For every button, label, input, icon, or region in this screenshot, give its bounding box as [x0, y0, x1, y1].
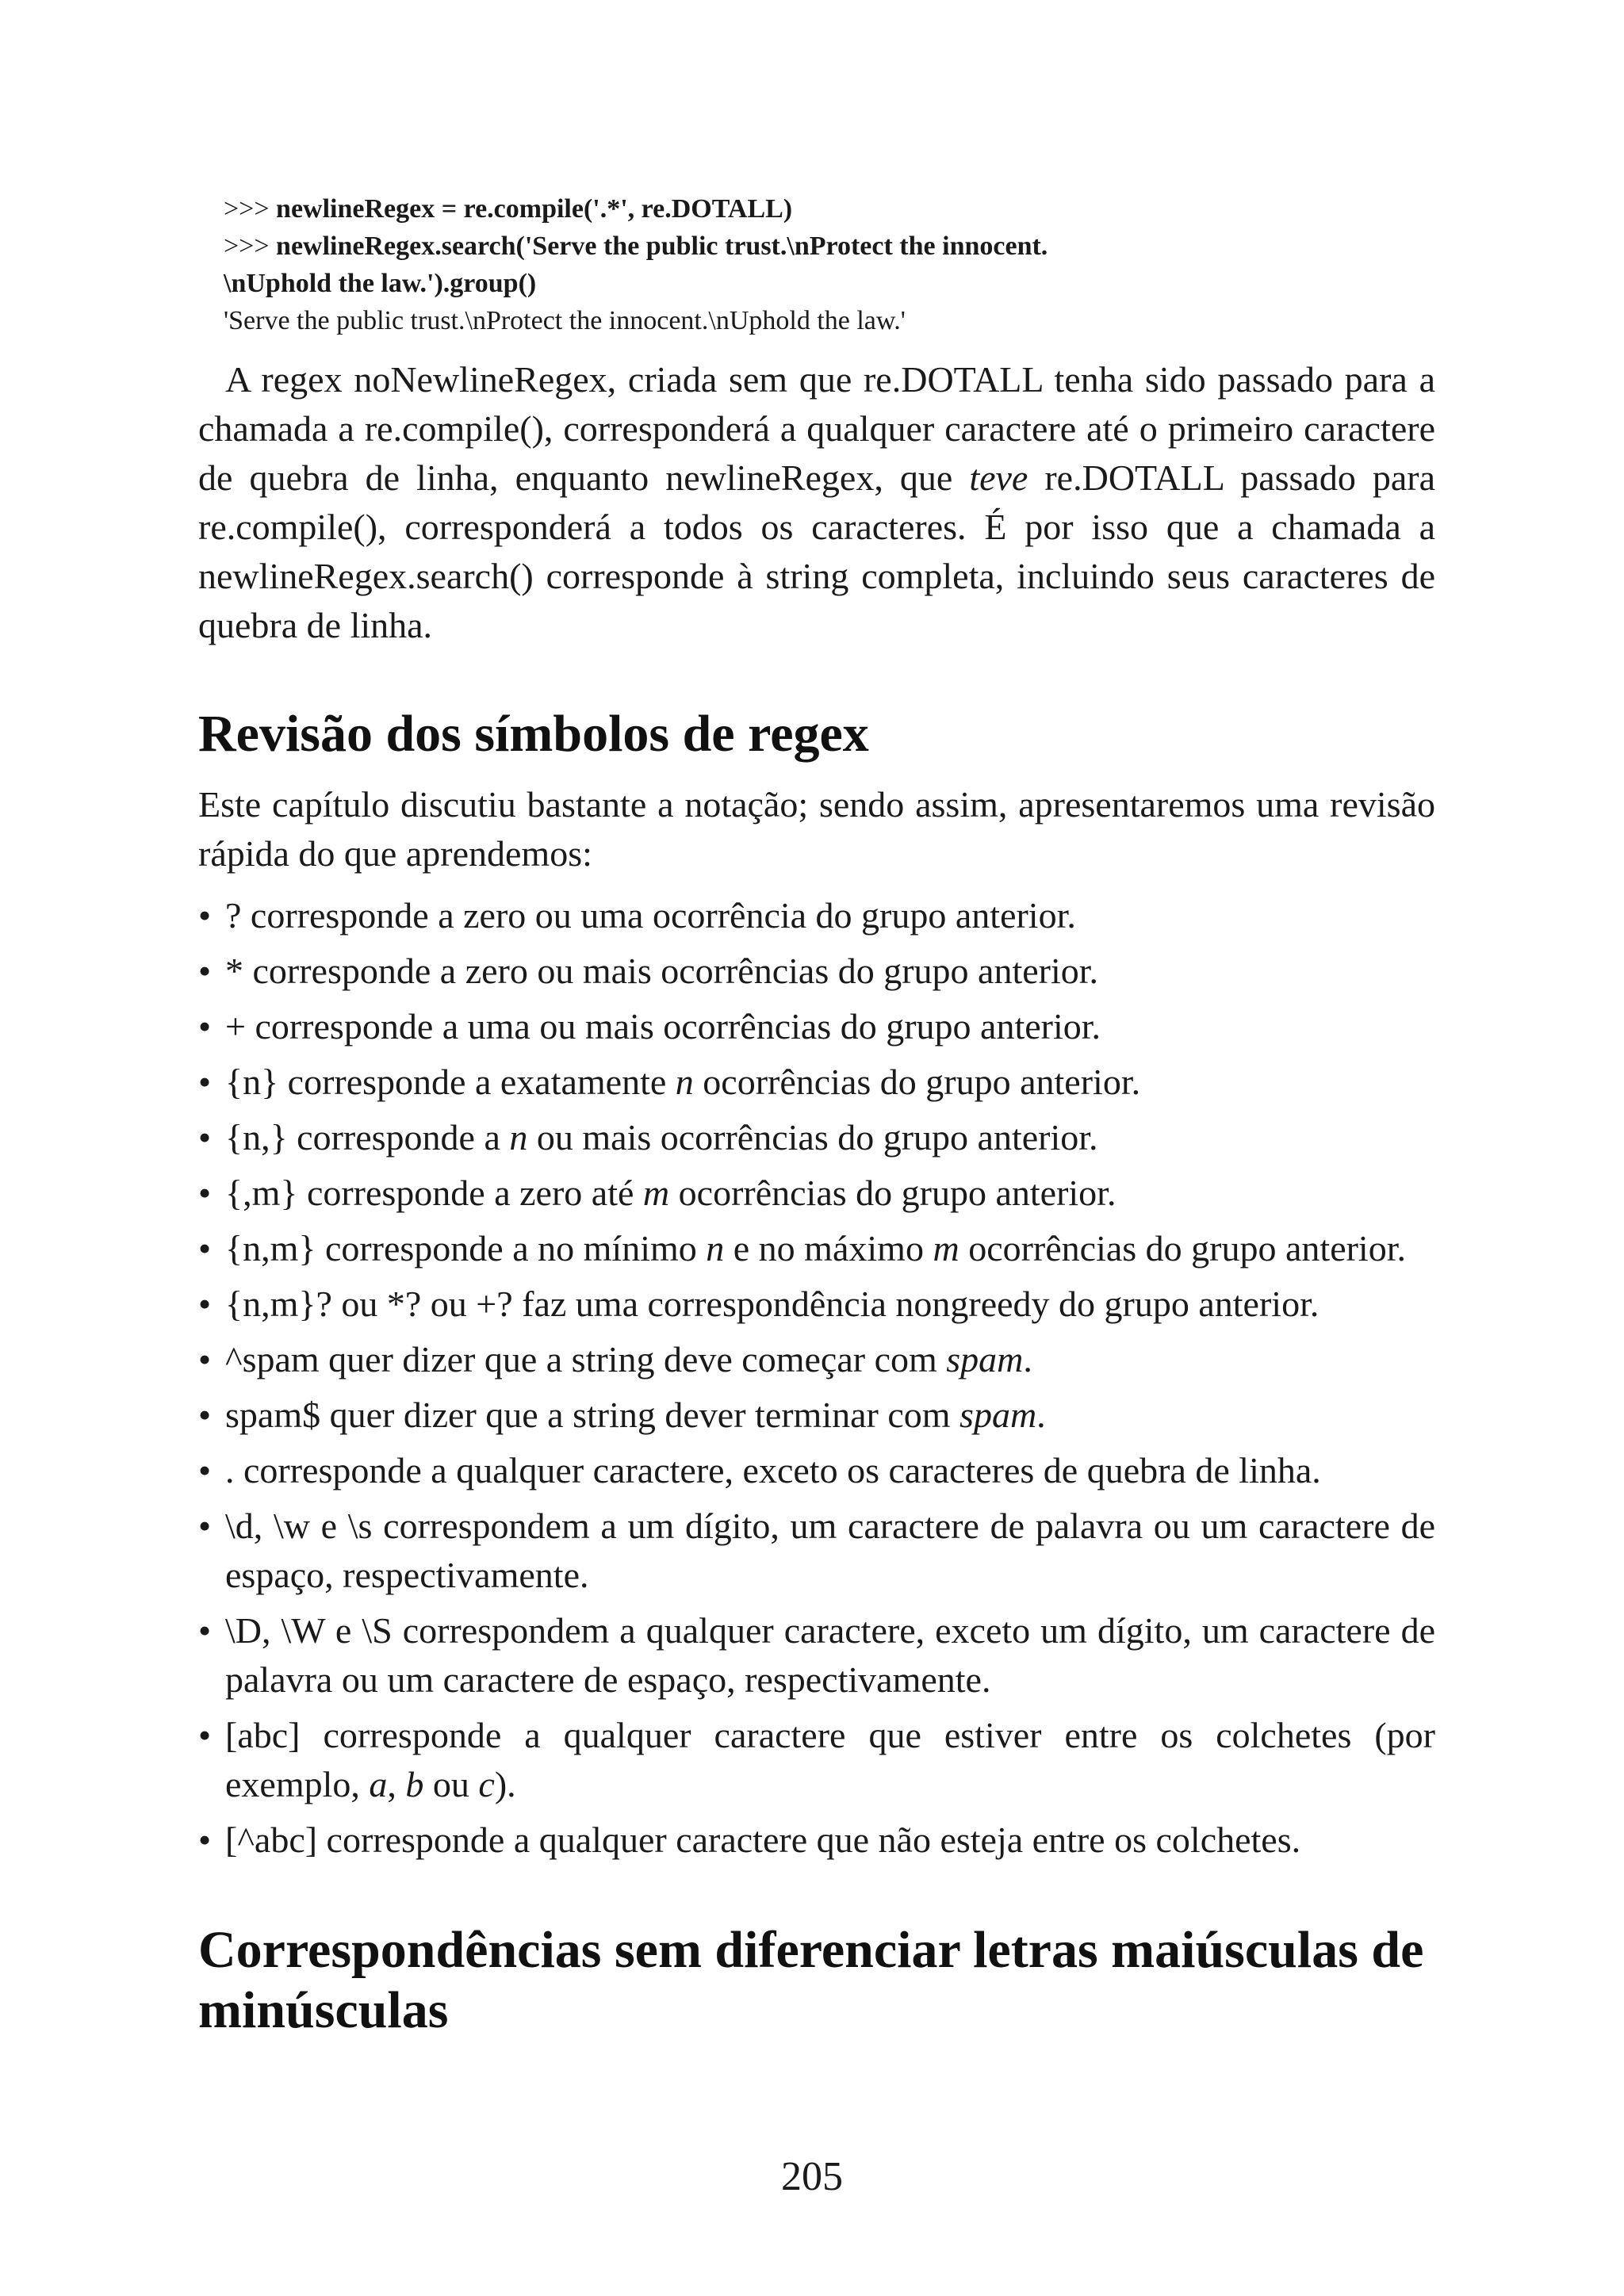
list-item-text: ou mais ocorrências do grupo anterior.	[527, 1117, 1098, 1158]
code-command: newlineRegex = re.compile('.*', re.DOTALL)	[276, 194, 793, 224]
code-line	[224, 228, 1435, 265]
page-content	[198, 190, 1435, 2041]
list-item-text: . corresponde a qualquer caractere, exceto os caracteres de quebra de linha.	[225, 1450, 1321, 1490]
paragraph-text: re.DOTALL passado para re.compile(), corresponderá a todos os caracteres. É por isso que a chamada a newlineRegex.search() corresponde à string completa, incluindo seus caracteres de quebra de linha.	[198, 457, 1436, 645]
list-item	[198, 947, 1435, 996]
review-list	[198, 891, 1435, 1865]
code-output	[224, 302, 1435, 339]
bullet-icon: •	[198, 1395, 212, 1435]
list-item-text: spam$ quer dizer que a string dever terminar com	[225, 1395, 960, 1435]
list-item-text: * corresponde a zero ou mais ocorrências do grupo anterior.	[225, 951, 1099, 991]
bullet-icon: •	[198, 1117, 212, 1158]
list-item	[198, 1711, 1435, 1809]
list-item-text: .	[1023, 1339, 1032, 1380]
bullet-icon: •	[198, 1173, 212, 1213]
list-item-text: + corresponde a uma ou mais ocorrências do grupo anterior.	[225, 1006, 1101, 1047]
list-item-emphasis: m	[642, 1173, 670, 1213]
list-item-text: ).	[494, 1764, 516, 1804]
list-item	[198, 1391, 1435, 1440]
list-item	[198, 1169, 1435, 1218]
code-command: newlineRegex.search('Serve the public trust.\nProtect the innocent.	[276, 232, 1048, 261]
list-item-text: \d, \w e \s correspondem a um dígito, um caractere de palavra ou um caractere de espaço, respectivamente.	[225, 1506, 1435, 1595]
list-item	[198, 1446, 1435, 1495]
list-item-emphasis: a	[369, 1764, 388, 1804]
list-item-emphasis: c	[478, 1764, 495, 1804]
section-heading-case-insensitive: Correspondências sem diferenciar letras maiúsculas de minúsculas	[198, 1921, 1424, 2039]
code-line	[224, 265, 1435, 302]
code-block	[224, 190, 1435, 339]
list-item	[198, 891, 1435, 940]
bullet-icon: •	[198, 1062, 212, 1102]
bullet-icon: •	[198, 895, 212, 936]
list-item-text: {n,m} corresponde a no mínimo	[225, 1228, 707, 1269]
code-prompt: >>>	[224, 232, 277, 261]
code-line	[224, 190, 1435, 228]
list-item-text: {n,m}? ou *? ou +? faz uma correspondência nongreedy do grupo anterior.	[225, 1284, 1320, 1324]
list-item-text: [^abc] corresponde a qualquer caractere que não esteja entre os colchetes.	[225, 1820, 1301, 1860]
bullet-icon: •	[198, 1339, 212, 1380]
list-item-emphasis: m	[933, 1228, 959, 1269]
list-item-text: {n,} corresponde a	[225, 1117, 510, 1158]
list-item-emphasis: n	[509, 1117, 528, 1158]
list-item-text: ocorrências do grupo anterior.	[693, 1062, 1141, 1102]
list-item	[198, 1502, 1435, 1600]
bullet-icon: •	[198, 1715, 212, 1755]
list-item-text: ? corresponde a zero ou uma ocorrência do grupo anterior.	[225, 895, 1076, 936]
list-item-text: ^spam quer dizer que a string deve começar com	[225, 1339, 947, 1380]
list-item-text: e no máximo	[724, 1228, 933, 1269]
bullet-icon: •	[198, 1820, 212, 1860]
list-item	[198, 1280, 1435, 1329]
list-item-emphasis: spam	[959, 1395, 1037, 1435]
list-item-text: {n} corresponde a exatamente	[225, 1062, 676, 1102]
list-item-text: ocorrências do grupo anterior.	[669, 1173, 1116, 1213]
list-item-emphasis: spam	[946, 1339, 1024, 1380]
list-item	[198, 1606, 1435, 1705]
list-item-text: ocorrências do grupo anterior.	[959, 1228, 1406, 1269]
explanation-paragraph	[198, 355, 1435, 650]
page-number: 205	[781, 2154, 843, 2199]
list-item-text: ou	[423, 1764, 479, 1804]
bullet-icon: •	[198, 1506, 212, 1546]
list-item-text: [abc] corresponde a qualquer caractere que estiver entre os colchetes (por exemplo,	[225, 1715, 1435, 1804]
bullet-icon: •	[198, 1610, 212, 1651]
paragraph-emphasis: teve	[969, 457, 1028, 498]
list-item-text: .	[1036, 1395, 1046, 1435]
list-item	[198, 1058, 1435, 1107]
code-command: \nUphold the law.').group()	[224, 269, 537, 298]
list-item-emphasis: n	[706, 1228, 725, 1269]
list-item	[198, 1335, 1435, 1384]
list-item	[198, 1816, 1435, 1865]
list-item-emphasis: n	[675, 1062, 694, 1102]
list-item-text: \D, \W e \S correspondem a qualquer caractere, exceto um dígito, um caractere de palavra ou um caractere de espaço, respectivamente.	[225, 1610, 1435, 1700]
list-item	[198, 1002, 1435, 1051]
bullet-icon: •	[198, 1450, 212, 1490]
list-item	[198, 1113, 1435, 1162]
code-output-text: 'Serve the public trust.\nProtect the innocent.\nUphold the law.'	[224, 306, 906, 335]
code-prompt: >>>	[224, 194, 277, 224]
list-item-emphasis: b	[405, 1764, 424, 1804]
bullet-icon: •	[198, 1228, 212, 1269]
section-heading-review: Revisão dos símbolos de regex	[198, 705, 869, 763]
bullet-icon: •	[198, 1284, 212, 1324]
intro-paragraph: Este capítulo discutiu bastante a notação; sendo assim, apresentaremos uma revisão rápida do que aprendemos:	[198, 784, 1435, 874]
list-item-text: ,	[387, 1764, 406, 1804]
list-item	[198, 1224, 1435, 1273]
bullet-icon: •	[198, 951, 212, 991]
paragraph-text: A regex noNewlineRegex, criada sem que re.DOTALL tenha sido passado para a chamada a re.compile(), corresponderá a qualquer caractere até o primeiro caractere de quebra de linha, enquanto newlineRegex, que	[198, 359, 1435, 498]
list-item-text: {,m} corresponde a zero até	[225, 1173, 643, 1213]
bullet-icon: •	[198, 1006, 212, 1047]
